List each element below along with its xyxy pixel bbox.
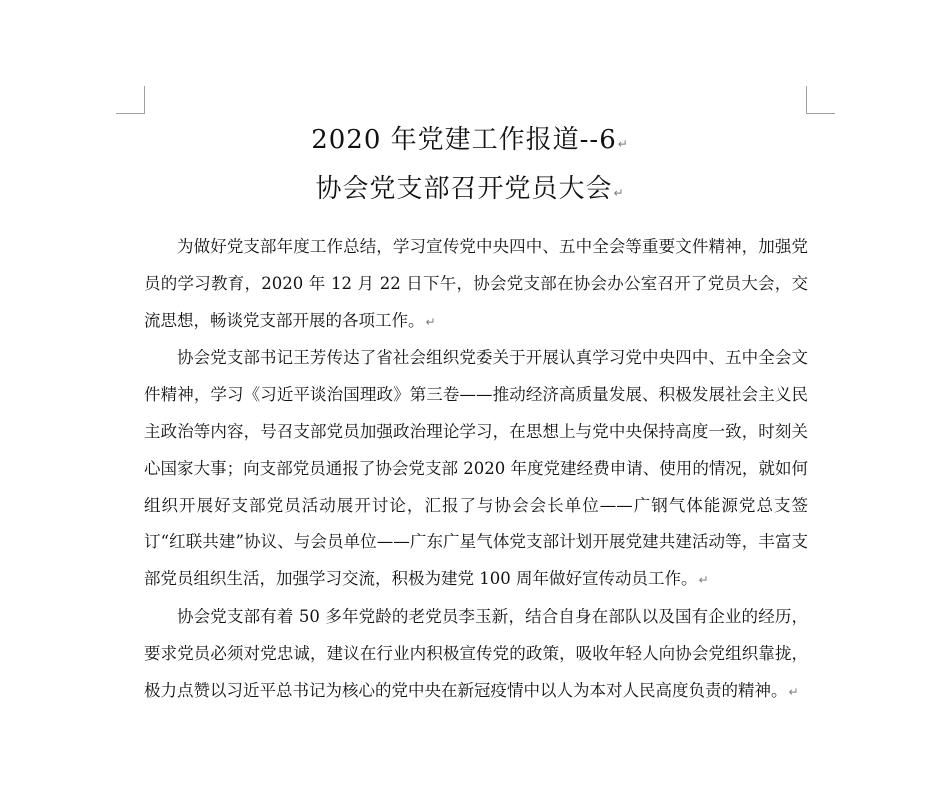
top-right-margin-mark <box>806 86 835 114</box>
top-left-margin-mark <box>116 86 145 114</box>
paragraph-mark-icon: ↵ <box>425 314 436 329</box>
paragraph-mark-icon: ↵ <box>613 186 625 200</box>
body-paragraph <box>144 599 808 710</box>
document-body <box>144 229 808 710</box>
subtitle-text: 协会党支部召开党员大会 <box>315 174 613 204</box>
paragraph-mark-icon: ↵ <box>617 137 629 151</box>
paragraph-mark-icon: ↵ <box>698 573 709 588</box>
paragraph-text: 协会党支部书记王芳传达了省社会组织党委关于开展认真学习党中央四中、五中全会文件精神，学习《习近平谈治国理政》第三卷——推动经济高质量发展、积极发展社会主义民主政治等内容，号召支部党员加强政治理论学习，在思想上与党中央保持高度一致，时刻关心国家大事；向支部党员通报了协会党支部 2020 年度党建经费申请、使用的情况，就如何组织开展好支部党员活动展开讨论，汇报了与协会会长单位——广钢气体能源党总支签订“红联共建”协议、与会员单位——广东广星气体党支部计划开展党建共建活动等，丰富支部党员组织生活，加强学习交流，积极为建党 100 周年做好宣传动员工作。 <box>144 348 808 589</box>
title-text: 2020 年党建工作报道--6 <box>311 125 617 155</box>
document-subtitle <box>140 172 800 210</box>
paragraph-text: 为做好党支部年度工作总结，学习宣传党中央四中、五中全会等重要文件精神，加强党员的学习教育，2020 年 12 月 22 日下午，协会党支部在协会办公室召开了党员大会，交流思想，畅谈党支部开展的各项工作。 <box>144 237 808 330</box>
document-title <box>140 123 800 161</box>
body-paragraph <box>144 340 808 599</box>
body-paragraph <box>144 229 808 340</box>
paragraph-mark-icon: ↵ <box>788 684 799 699</box>
paragraph-text: 协会党支部有着 50 多年党龄的老党员李玉新，结合自身在部队以及国有企业的经历，要求党员必须对党忠诚，建议在行业内积极宣传党的政策，吸收年轻人向协会党组织靠拢，极力点赞以习近平总书记为核心的党中央在新冠疫情中以人为本对人民高度负责的精神。 <box>144 606 808 700</box>
